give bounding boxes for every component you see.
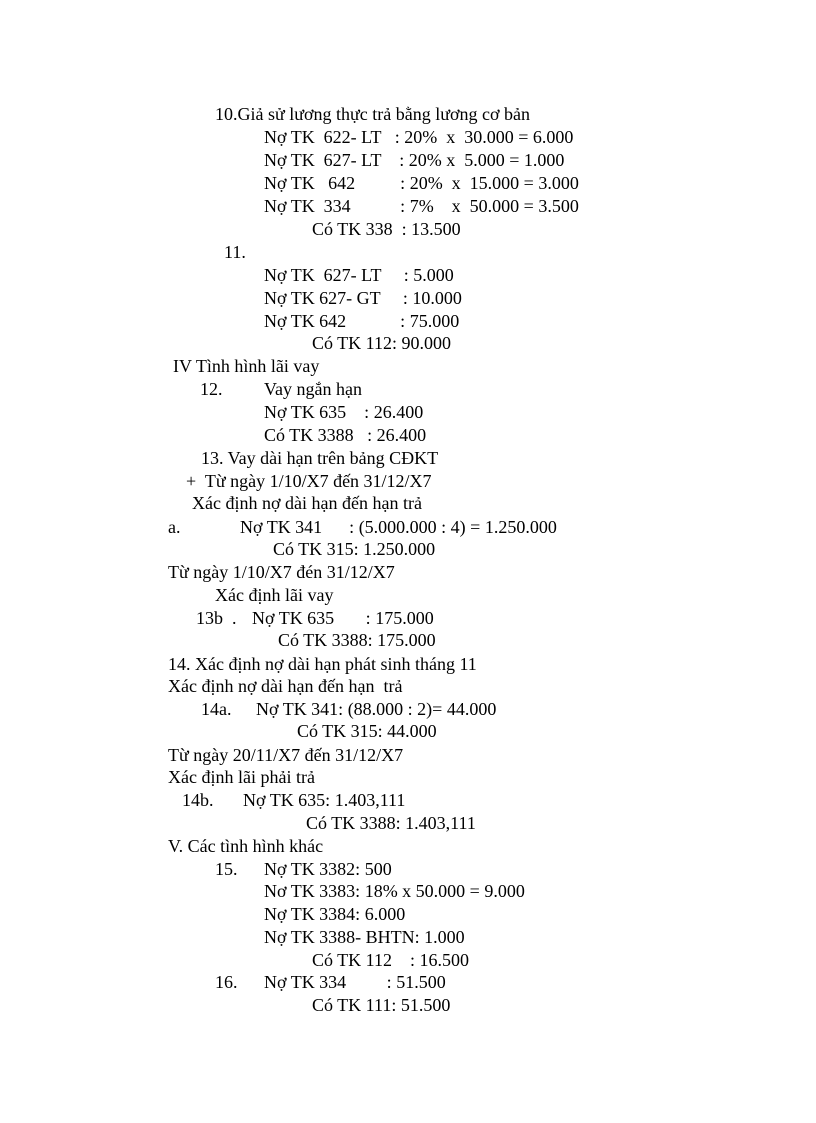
section-11-credit: Có TK 112: 90.000 xyxy=(312,333,452,353)
item-13a-debit: Nợ TK 341 : (5.000.000 : 4) = 1.250.000 xyxy=(240,517,557,537)
item-13b-label: 13b . xyxy=(196,608,237,628)
item-14b-credit: Có TK 3388: 1.403,111 xyxy=(306,813,476,833)
item-12-title: Vay ngắn hạn xyxy=(264,379,362,399)
item-13-period-2: Từ ngày 1/10/X7 đén 31/12/X7 xyxy=(168,562,395,582)
item-15-entry: Nợ TK 3388- BHTN: 1.000 xyxy=(264,927,465,947)
section-11-number: 11. xyxy=(224,242,246,262)
section-10-credit: Có TK 338 : 13.500 xyxy=(312,219,461,239)
item-13-interest: Xác định lãi vay xyxy=(215,585,334,605)
section-11-entry: Nợ TK 627- GT : 10.000 xyxy=(264,288,462,308)
section-10-heading: 10.Giả sử lương thực trả bằng lương cơ bản xyxy=(215,104,531,124)
item-13b-debit: Nợ TK 635 : 175.000 xyxy=(252,608,434,628)
item-12-number: 12. xyxy=(200,379,223,399)
item-13a-label: a. xyxy=(168,517,181,537)
item-13a-credit: Có TK 315: 1.250.000 xyxy=(273,539,436,559)
item-16-number: 16. xyxy=(215,972,238,992)
part-v-heading: V. Các tình hình khác xyxy=(168,836,324,856)
section-10-entry: Nợ TK 622- LT : 20% x 30.000 = 6.000 xyxy=(264,127,574,147)
item-13b-credit: Có TK 3388: 175.000 xyxy=(278,630,436,650)
item-15-entry: Nợ TK 3382: 500 xyxy=(264,859,392,879)
section-10-entry: Nợ TK 627- LT : 20% x 5.000 = 1.000 xyxy=(264,150,565,170)
item-13-period: + Từ ngày 1/10/X7 đến 31/12/X7 xyxy=(186,471,432,491)
item-14a-label: 14a. xyxy=(201,699,232,719)
item-13-determine: Xác định nợ dài hạn đến hạn trả xyxy=(192,493,422,513)
part-iv-heading: IV Tình hình lãi vay xyxy=(173,356,320,376)
section-10-entry: Nợ TK 642 : 20% x 15.000 = 3.000 xyxy=(264,173,579,193)
item-16-debit: Nợ TK 334 : 51.500 xyxy=(264,972,446,992)
item-14b-label: 14b. xyxy=(182,790,214,810)
item-15-entry: Nợ TK 3384: 6.000 xyxy=(264,904,406,924)
section-11-entry: Nợ TK 642 : 75.000 xyxy=(264,311,460,331)
section-11-entry: Nợ TK 627- LT : 5.000 xyxy=(264,265,454,285)
item-12-credit: Có TK 3388 : 26.400 xyxy=(264,425,427,445)
item-15-number: 15. xyxy=(215,859,238,879)
item-14-period: Từ ngày 20/11/X7 đến 31/12/X7 xyxy=(168,745,404,765)
item-14-determine: Xác định nợ dài hạn đến hạn trả xyxy=(168,676,403,696)
item-15-credit: Có TK 112 : 16.500 xyxy=(312,950,470,970)
item-14a-credit: Có TK 315: 44.000 xyxy=(297,721,437,741)
item-14-title: 14. Xác định nợ dài hạn phát sinh tháng 11 xyxy=(168,654,477,674)
item-16-credit: Có TK 111: 51.500 xyxy=(312,995,451,1015)
item-14b-debit: Nợ TK 635: 1.403,111 xyxy=(243,790,406,810)
section-10-entry: Nợ TK 334 : 7% x 50.000 = 3.500 xyxy=(264,196,579,216)
item-12-debit: Nợ TK 635 : 26.400 xyxy=(264,402,424,422)
item-15-entry: Nơ TK 3383: 18% x 50.000 = 9.000 xyxy=(264,881,525,901)
item-13-title: 13. Vay dài hạn trên bảng CĐKT xyxy=(201,448,439,468)
item-14a-debit: Nợ TK 341: (88.000 : 2)= 44.000 xyxy=(256,699,497,719)
item-14-interest: Xác định lãi phải trả xyxy=(168,767,315,787)
